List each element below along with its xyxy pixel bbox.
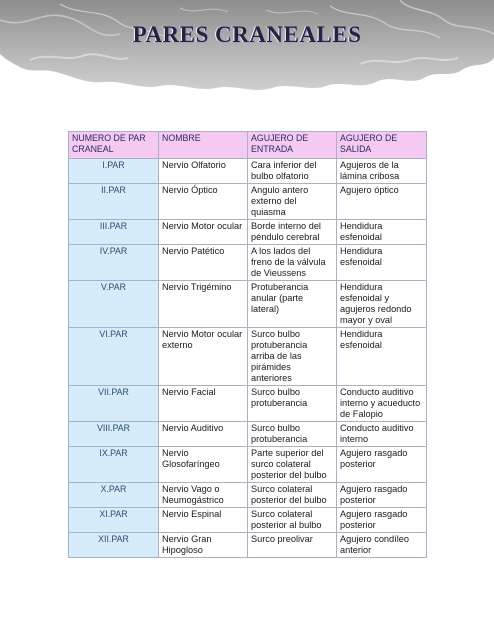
cell-salida: Agujero rasgado posterior (337, 483, 427, 508)
table-row (69, 159, 427, 184)
cell-entrada: Surco bulbo protuberancia (248, 386, 337, 422)
table-row (69, 386, 427, 422)
cell-salida: Conducto auditivo interno (337, 422, 427, 447)
cell-entrada: Surco preolivar (248, 533, 337, 558)
table-row (69, 328, 427, 386)
cell-nombre: Nervio Gran Hipogloso (159, 533, 248, 558)
cell-entrada: Surco colateral posterior al bulbo (248, 508, 337, 533)
cell-salida: Agujero rasgado posterior (337, 447, 427, 483)
cell-nombre: Nervio Motor ocular (159, 220, 248, 245)
cell-par: VI.PAR (69, 328, 159, 386)
column-header-numero: NUMERO DE PAR CRANEAL (69, 132, 159, 159)
cell-salida: Hendidura esfenoidal (337, 245, 427, 281)
table-row (69, 422, 427, 447)
table-row (69, 245, 427, 281)
table-row (69, 184, 427, 220)
cell-entrada: Surco bulbo protuberancia arriba de las pirámides anteriores (248, 328, 337, 386)
cranial-nerves-table (68, 131, 427, 558)
cell-par: IX.PAR (69, 447, 159, 483)
cell-par: V.PAR (69, 281, 159, 328)
cloud-header-graphic (0, 0, 494, 100)
column-header-nombre: NOMBRE (159, 132, 248, 159)
table-row (69, 281, 427, 328)
cell-par: X.PAR (69, 483, 159, 508)
cell-nombre: Nervio Trigémino (159, 281, 248, 328)
table-row (69, 508, 427, 533)
cell-entrada: Protuberancia anular (parte lateral) (248, 281, 337, 328)
cell-nombre: Nervio Facial (159, 386, 248, 422)
cell-nombre: Nervio Vago o Neumogástrico (159, 483, 248, 508)
cell-entrada: A los lados del freno de la válvula de Vieussens (248, 245, 337, 281)
cell-entrada: Borde interno del péndulo cerebral (248, 220, 337, 245)
cell-entrada: Surco bulbo protuberancia (248, 422, 337, 447)
cell-par: XII.PAR (69, 533, 159, 558)
cell-salida: Hendidura esfenoidal (337, 220, 427, 245)
cell-nombre: Nervio Óptico (159, 184, 248, 220)
cell-nombre: Nervio Patético (159, 245, 248, 281)
cell-salida: Agujero óptico (337, 184, 427, 220)
cell-salida: Agujero condíleo anterior (337, 533, 427, 558)
cell-nombre: Nervio Auditivo (159, 422, 248, 447)
table-row (69, 447, 427, 483)
cell-nombre: Nervio Motor ocular externo (159, 328, 248, 386)
cell-par: VIII.PAR (69, 422, 159, 447)
cell-salida: Agujeros de la lámina cribosa (337, 159, 427, 184)
column-header-entrada: AGUJERO DE ENTRADA (248, 132, 337, 159)
cell-salida: Agujero rasgado posterior (337, 508, 427, 533)
column-header-salida: AGUJERO DE SALIDA (337, 132, 427, 159)
cell-par: IV.PAR (69, 245, 159, 281)
cell-entrada: Surco colateral posterior del bulbo (248, 483, 337, 508)
cell-nombre: Nervio Glosofaríngeo (159, 447, 248, 483)
cell-salida: Hendidura esfenoidal (337, 328, 427, 386)
page-title: PARES CRANEALES (132, 22, 362, 47)
cell-par: XI.PAR (69, 508, 159, 533)
cell-nombre: Nervio Olfatorio (159, 159, 248, 184)
table-row (69, 483, 427, 508)
cell-entrada: Cara inferior del bulbo olfatorio (248, 159, 337, 184)
table-header-row (69, 132, 427, 159)
cell-salida: Hendidura esfenoidal y agujeros redondo mayor y oval (337, 281, 427, 328)
cell-salida: Conducto auditivo interno y acueducto de Falopio (337, 386, 427, 422)
cell-entrada: Angulo antero externo del quiasma (248, 184, 337, 220)
cell-par: I.PAR (69, 159, 159, 184)
table-row (69, 533, 427, 558)
table-row (69, 220, 427, 245)
cell-nombre: Nervio Espinal (159, 508, 248, 533)
cell-par: II.PAR (69, 184, 159, 220)
cell-par: VII.PAR (69, 386, 159, 422)
cell-par: III.PAR (69, 220, 159, 245)
cell-entrada: Parte superior del surco colateral posterior del bulbo (248, 447, 337, 483)
